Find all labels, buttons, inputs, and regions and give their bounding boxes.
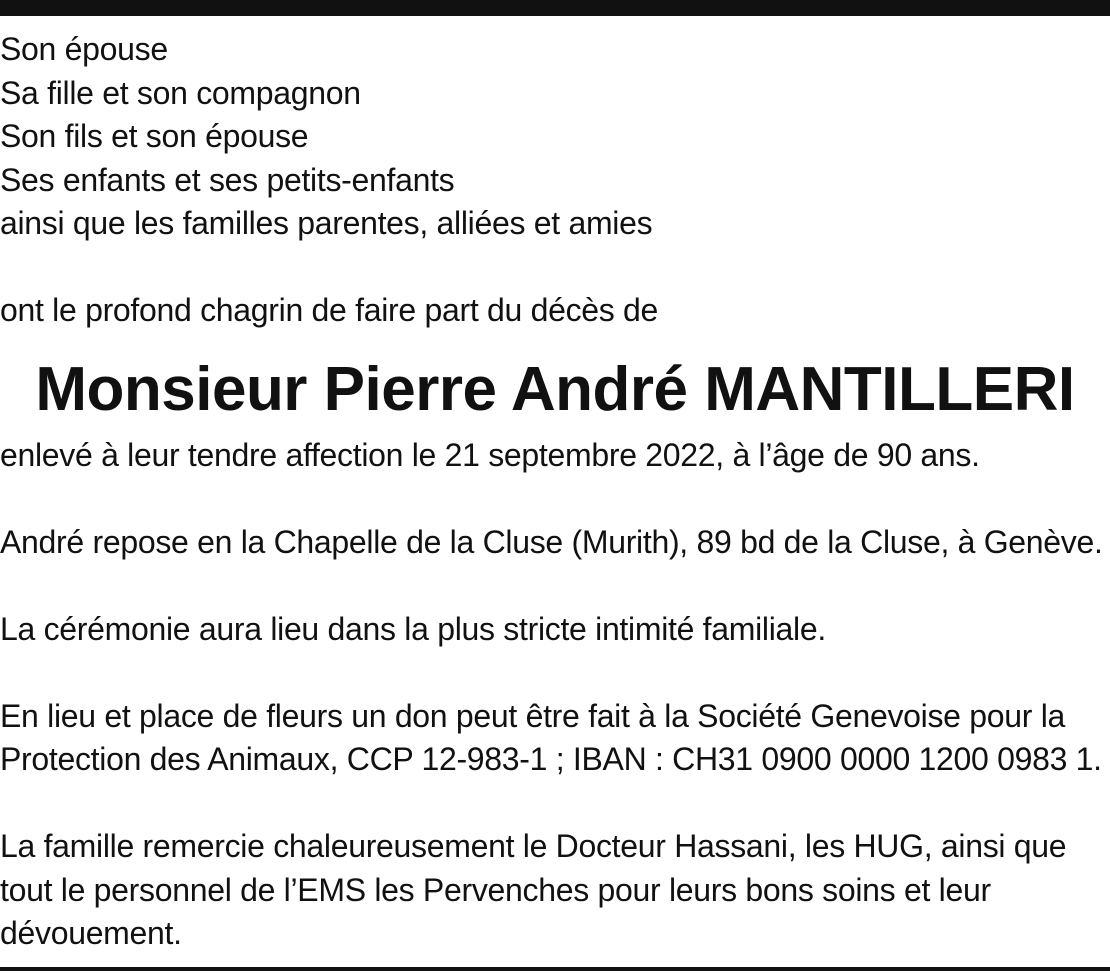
viewing-text: André repose en la Chapelle de la Cluse (Murith), 89 bd de la Cluse, à Genève. (0, 523, 1103, 560)
spacer (0, 477, 1110, 521)
family-list (0, 28, 1110, 246)
thanks-paragraph (0, 825, 1110, 956)
family-line-spouse: Son épouse (0, 31, 168, 67)
thanks-line-3: dévouement. (0, 915, 182, 951)
thanks-line-1: La famille remercie chaleureusement le Docteur Hassani, les HUG, ainsi que (0, 828, 1067, 864)
family-line-relatives: ainsi que les familles parentes, alliées et amies (0, 205, 653, 241)
donation-paragraph (0, 695, 1110, 782)
spacer (0, 782, 1110, 826)
spacer (0, 564, 1110, 608)
spacer (0, 651, 1110, 695)
bottom-border-rule (0, 967, 1110, 971)
spacer (0, 246, 1110, 290)
death-notice-text: enlevé à leur tendre affection le 21 septembre 2022, à l’âge de 90 ans. (0, 436, 980, 473)
family-line-children: Ses enfants et ses petits-enfants (0, 161, 455, 198)
donation-line-1: En lieu et place de fleurs un don peut être fait à la Société Genevoise pour la (0, 697, 1066, 734)
announcement-text: ont le profond chagrin de faire part du décès de (0, 292, 659, 328)
deceased-name: Monsieur Pierre André MANTILLERI (35, 354, 1075, 424)
ceremony-text: La cérémonie aura lieu dans la plus stricte intimité familiale. (0, 610, 826, 647)
family-line-daughter: Sa fille et son compagnon (0, 74, 361, 111)
top-border-rule (0, 0, 1110, 16)
family-line-son: Son fils et son épouse (0, 118, 309, 154)
thanks-line-2: tout le personnel de l’EMS les Pervenches pour leurs bons soins et leur (0, 871, 991, 908)
donation-line-2: Protection des Animaux, CCP 12-983-1 ; IBAN : CH31 0900 0000 1200 0983 1. (0, 741, 1102, 777)
obituary-notice (0, 28, 1110, 956)
